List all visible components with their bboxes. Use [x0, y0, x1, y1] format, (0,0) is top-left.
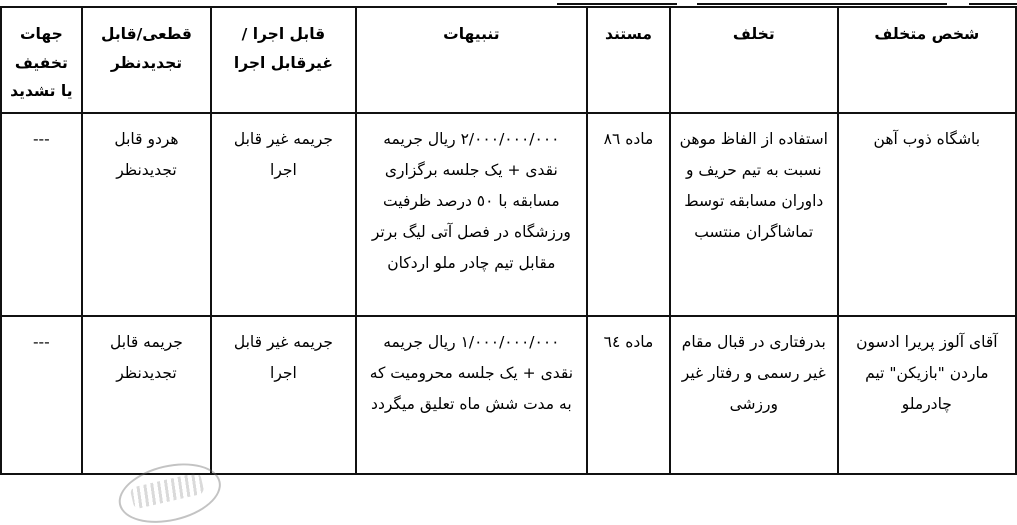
column-header-offense: تخلف — [670, 7, 838, 113]
column-header-executable: قابل اجرا /غیرقابل اجرا — [211, 7, 355, 113]
column-header-mitigation: جهات تخفیف یا تشدید — [1, 7, 82, 113]
cell-penalty: ١/٠٠٠/٠٠٠/٠٠٠ ریال جریمه نقدی + یک جلسه محرومیت که به مدت شش ماه تعلیق میگردد — [356, 316, 587, 474]
cell-offense: بدرفتاری در قبال مقام غیر رسمی و رفتار غیر ورزشی — [670, 316, 838, 474]
cell-executable: جریمه غیر قابل اجرا — [211, 316, 355, 474]
table-header-row — [1, 7, 1016, 113]
cell-person: آقای آلوز پریرا ادسون ماردن "بازیکن" تیم چادرملو — [838, 316, 1016, 474]
cell-mitigation: --- — [1, 113, 82, 316]
cell-final: جریمه قابل تجدیدنظر — [82, 316, 212, 474]
stamp-ink — [130, 472, 205, 510]
column-header-document: مستند — [587, 7, 670, 113]
cell-final: هردو قابل تجدیدنظر — [82, 113, 212, 316]
cell-mitigation: --- — [1, 316, 82, 474]
cell-person: باشگاه ذوب آهن — [838, 113, 1016, 316]
cell-executable: جریمه غیر قابل اجرا — [211, 113, 355, 316]
column-header-final: قطعی/قابل تجدیدنظر — [82, 7, 212, 113]
table-row — [1, 316, 1016, 474]
table-row — [1, 113, 1016, 316]
column-header-person: شخص متخلف — [838, 7, 1016, 113]
column-header-penalty: تنبیهات — [356, 7, 587, 113]
violations-table — [0, 6, 1017, 475]
cell-offense: استفاده از الفاظ موهن نسبت به تیم حریف و داوران مسابقه توسط تماشاگران منتسب — [670, 113, 838, 316]
cell-penalty: ٢/٠٠٠/٠٠٠/٠٠٠ ریال جریمه نقدی + یک جلسه برگزاری مسابقه با ٥٠ درصد ظرفیت ورزشگاه در فصل آتی لیگ برتر مقابل تیم چادر ملو اردکان — [356, 113, 587, 316]
cell-document: ماده ٨٦ — [587, 113, 670, 316]
cell-document: ماده ٦٤ — [587, 316, 670, 474]
